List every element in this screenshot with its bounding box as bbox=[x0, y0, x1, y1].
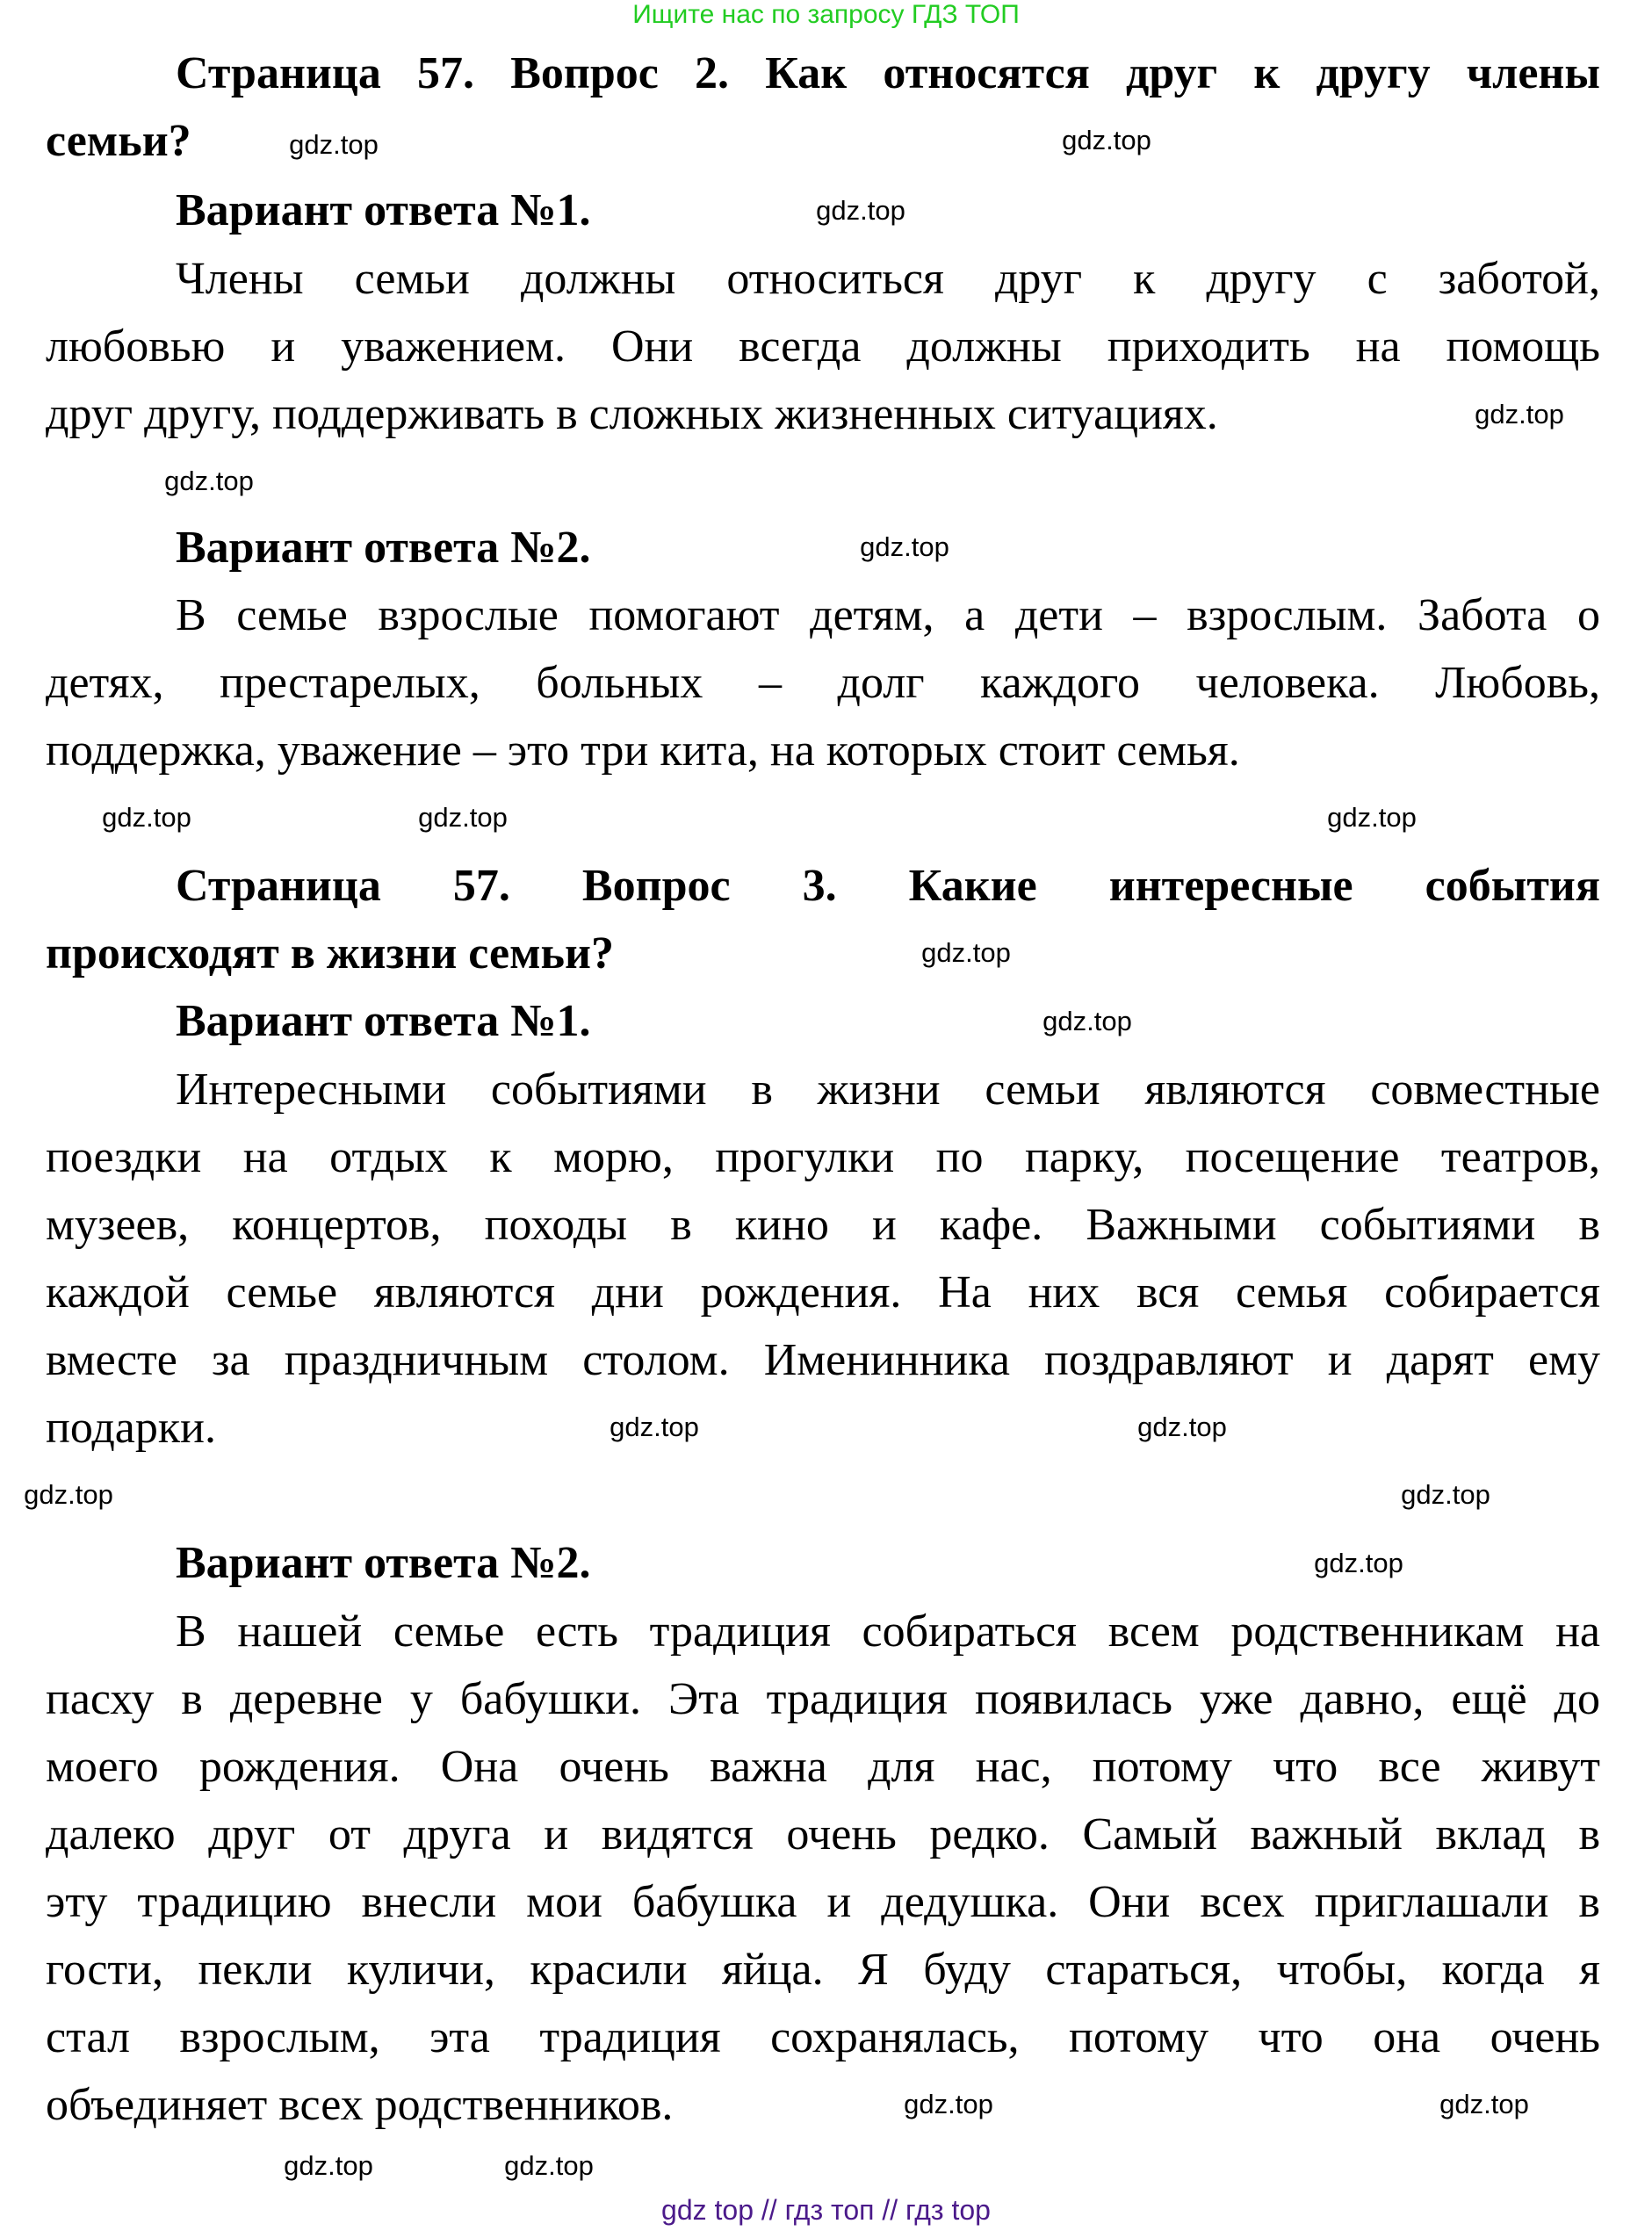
question-3-heading bbox=[46, 852, 1600, 987]
text-line: объединяет всех родственников. bbox=[46, 2080, 674, 2130]
watermark: gdz.top bbox=[1042, 1006, 1132, 1036]
q3-variant-1-title bbox=[46, 987, 1600, 1055]
variant-title: Вариант ответа №1. bbox=[176, 185, 591, 235]
text-line: Интересными событиями в жизни семьи являются совместные bbox=[176, 1065, 1600, 1115]
text-line: любовью и уважением. Они всегда должны приходить на помощь bbox=[46, 321, 1600, 372]
text-line: гости, пекли куличи, красили яйца. Я буду стараться, чтобы, когда я bbox=[46, 1945, 1600, 1995]
watermark: gdz.top bbox=[504, 2150, 594, 2181]
text-line: музеев, концертов, походы в кино и кафе. Важными событиями в bbox=[46, 1200, 1600, 1250]
text-line: В нашей семье есть традиция собираться всем родственникам на bbox=[176, 1606, 1600, 1657]
text-line: друг другу, поддерживать в сложных жизненных ситуациях. bbox=[46, 389, 1218, 439]
watermark: gdz.top bbox=[164, 466, 254, 496]
q3-variant-1-text bbox=[46, 1056, 1600, 1462]
question-2-heading bbox=[46, 40, 1600, 175]
watermark: gdz.top bbox=[289, 129, 379, 160]
text-line: поездки на отдых к морю, прогулки по парку, посещение театров, bbox=[46, 1132, 1600, 1182]
q3-variant-2-text bbox=[46, 1598, 1600, 2139]
watermark: gdz.top bbox=[1137, 1412, 1227, 1442]
q2-variant-1-text bbox=[46, 245, 1600, 448]
text-line: вместе за праздничным столом. Именинника поздравляют и дарят ему bbox=[46, 1335, 1600, 1385]
watermark: gdz.top bbox=[418, 802, 508, 833]
watermark: gdz.top bbox=[1475, 399, 1564, 430]
watermark: gdz.top bbox=[1062, 125, 1151, 155]
heading-line: Страница 57. Вопрос 3. Какие интересные события bbox=[176, 861, 1600, 911]
text-line: пасху в деревне у бабушки. Эта традиция появилась уже давно, ещё до bbox=[46, 1674, 1600, 1724]
watermark: gdz.top bbox=[1439, 2089, 1529, 2119]
text-line: эту традицию внесли мои бабушка и дедушка. Они всех приглашали в bbox=[46, 1877, 1600, 1927]
heading-line: происходят в жизни семьи? bbox=[46, 928, 614, 978]
footer-links[interactable]: gdz top // гдз топ // гдз top bbox=[661, 2194, 991, 2226]
watermark: gdz.top bbox=[24, 1479, 113, 1510]
watermark: gdz.top bbox=[860, 531, 949, 562]
watermark: gdz.top bbox=[1401, 1479, 1490, 1510]
text-line: далеко друг от друга и видятся очень редко. Самый важный вклад в bbox=[46, 1809, 1600, 1859]
watermark: gdz.top bbox=[102, 802, 191, 833]
watermark: gdz.top bbox=[1327, 802, 1417, 833]
q2-variant-2-text bbox=[46, 581, 1600, 784]
watermark: gdz.top bbox=[921, 937, 1011, 968]
text-line: В семье взрослые помогают детям, а дети – взрослым. Забота о bbox=[176, 590, 1600, 640]
text-line: поддержка, уважение – это три кита, на которых стоит семья. bbox=[46, 726, 1240, 776]
heading-line: семьи? bbox=[46, 116, 191, 166]
variant-title: Вариант ответа №1. bbox=[176, 996, 591, 1046]
watermark: gdz.top bbox=[610, 1412, 699, 1442]
text-line: подарки. bbox=[46, 1403, 216, 1453]
watermark: gdz.top bbox=[816, 195, 905, 226]
text-line: детях, престарелых, больных – долг каждого человека. Любовь, bbox=[46, 658, 1600, 708]
search-banner[interactable]: Ищите нас по запросу ГДЗ ТОП bbox=[632, 0, 1020, 29]
text-line: моего рождения. Она очень важна для нас, потому что все живут bbox=[46, 1742, 1600, 1792]
watermark: gdz.top bbox=[1314, 1548, 1403, 1578]
watermark: gdz.top bbox=[284, 2150, 373, 2181]
text-line: каждой семье являются дни рождения. На них вся семья собирается bbox=[46, 1267, 1600, 1318]
variant-title: Вариант ответа №2. bbox=[176, 1538, 591, 1588]
text-line: Члены семьи должны относиться друг к другу с заботой, bbox=[176, 254, 1600, 304]
text-line: стал взрослым, эта традиция сохранялась, потому что она очень bbox=[46, 2012, 1600, 2062]
heading-line: Страница 57. Вопрос 2. Как относятся друг к другу члены bbox=[176, 48, 1600, 98]
watermark: gdz.top bbox=[904, 2089, 993, 2119]
variant-title: Вариант ответа №2. bbox=[176, 523, 591, 573]
q2-variant-2-title bbox=[46, 514, 1600, 581]
